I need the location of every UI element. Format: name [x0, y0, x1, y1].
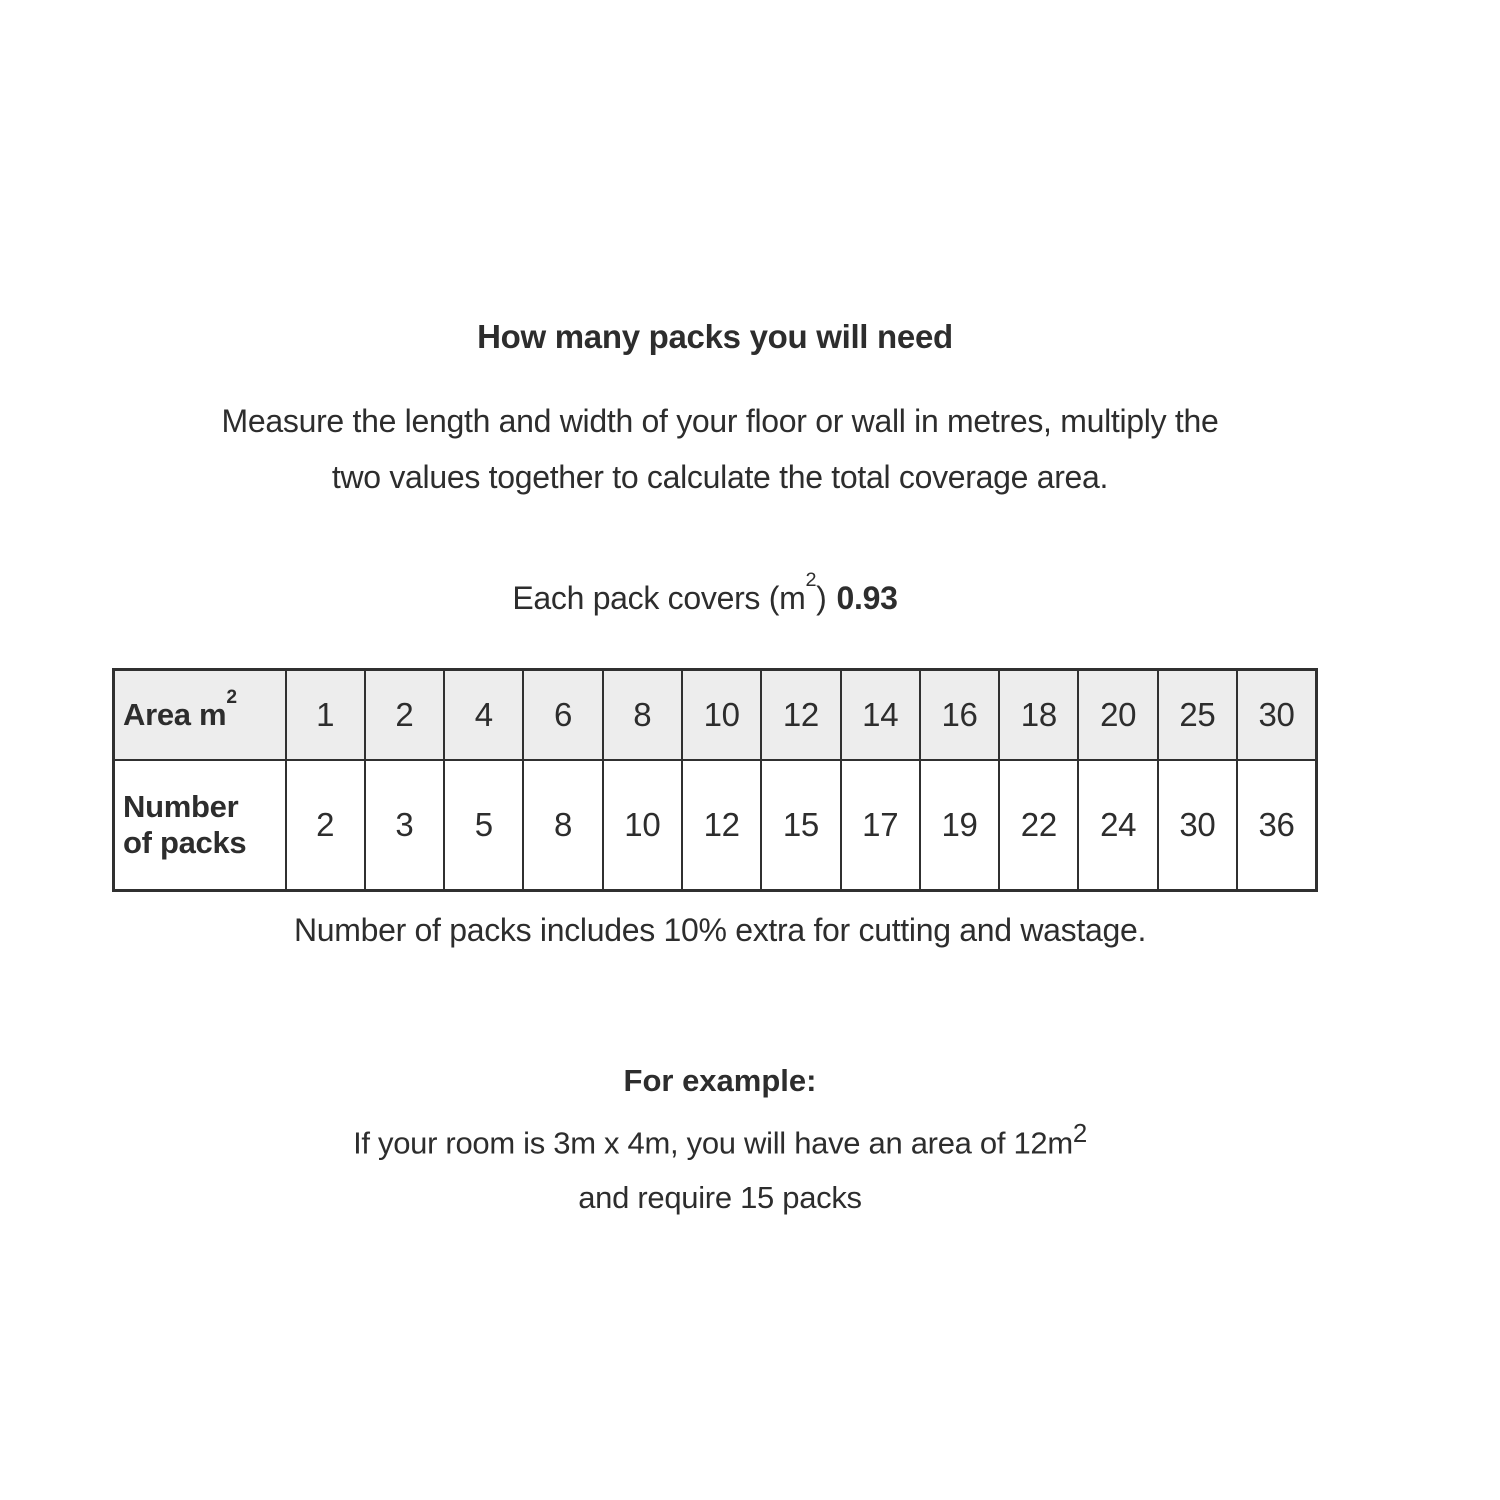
packs-row-header — [114, 760, 286, 891]
packs-cell: 10 — [603, 760, 682, 891]
example-heading: For example: — [623, 1063, 817, 1098]
area-row-header-text: Area m — [123, 697, 227, 732]
packs-cell: 15 — [761, 760, 840, 891]
packs-row-header-line1: Number — [123, 789, 239, 824]
coverage-superscript: 2 — [805, 569, 817, 592]
example-line-2: and require 15 packs — [578, 1180, 862, 1215]
packs-row-header-line2: of packs — [123, 825, 247, 860]
packs-table — [112, 668, 1318, 892]
packs-cell: 19 — [920, 760, 999, 891]
page-title: How many packs you will need — [477, 318, 953, 355]
area-cell: 25 — [1158, 670, 1237, 761]
packs-cell: 36 — [1237, 760, 1316, 891]
area-cell: 30 — [1237, 670, 1316, 761]
area-cell: 14 — [841, 670, 920, 761]
example-line-1 — [0, 1120, 1440, 1161]
coverage-value: 0.93 — [836, 580, 898, 616]
area-cell: 20 — [1078, 670, 1157, 761]
packs-cell: 8 — [523, 760, 602, 891]
packs-row — [114, 760, 1317, 891]
area-cell: 2 — [365, 670, 444, 761]
area-cell: 1 — [286, 670, 365, 761]
packs-cell: 22 — [999, 760, 1078, 891]
coverage-line — [0, 569, 1410, 617]
area-cell: 16 — [920, 670, 999, 761]
area-cell: 12 — [761, 670, 840, 761]
packs-cell: 3 — [365, 760, 444, 891]
intro-line-2: two values together to calculate the total coverage area. — [331, 459, 1109, 495]
area-row — [114, 670, 1317, 761]
packs-cell: 2 — [286, 760, 365, 891]
area-cell: 6 — [523, 670, 602, 761]
area-cell: 18 — [999, 670, 1078, 761]
coverage-label-suffix: ) — [816, 580, 827, 616]
example-line-1-text: If your room is 3m x 4m, you will have an area of 12m — [353, 1125, 1073, 1161]
intro-paragraph — [0, 393, 1440, 505]
packs-cell: 5 — [444, 760, 523, 891]
coverage-label-prefix: Each pack covers (m — [512, 580, 806, 616]
area-cell: 4 — [444, 670, 523, 761]
packs-cell: 30 — [1158, 760, 1237, 891]
intro-line-1: Measure the length and width of your floor or wall in metres, multiply the — [221, 403, 1219, 439]
wastage-note: Number of packs includes 10% extra for cutting and wastage. — [293, 912, 1147, 948]
packs-cell: 12 — [682, 760, 761, 891]
area-row-header-sup: 2 — [226, 687, 237, 709]
example-line-1-sup: 2 — [1072, 1120, 1087, 1148]
area-cell: 10 — [682, 670, 761, 761]
packs-cell: 24 — [1078, 760, 1157, 891]
packs-cell: 17 — [841, 760, 920, 891]
area-row-header — [114, 670, 286, 761]
area-cell: 8 — [603, 670, 682, 761]
